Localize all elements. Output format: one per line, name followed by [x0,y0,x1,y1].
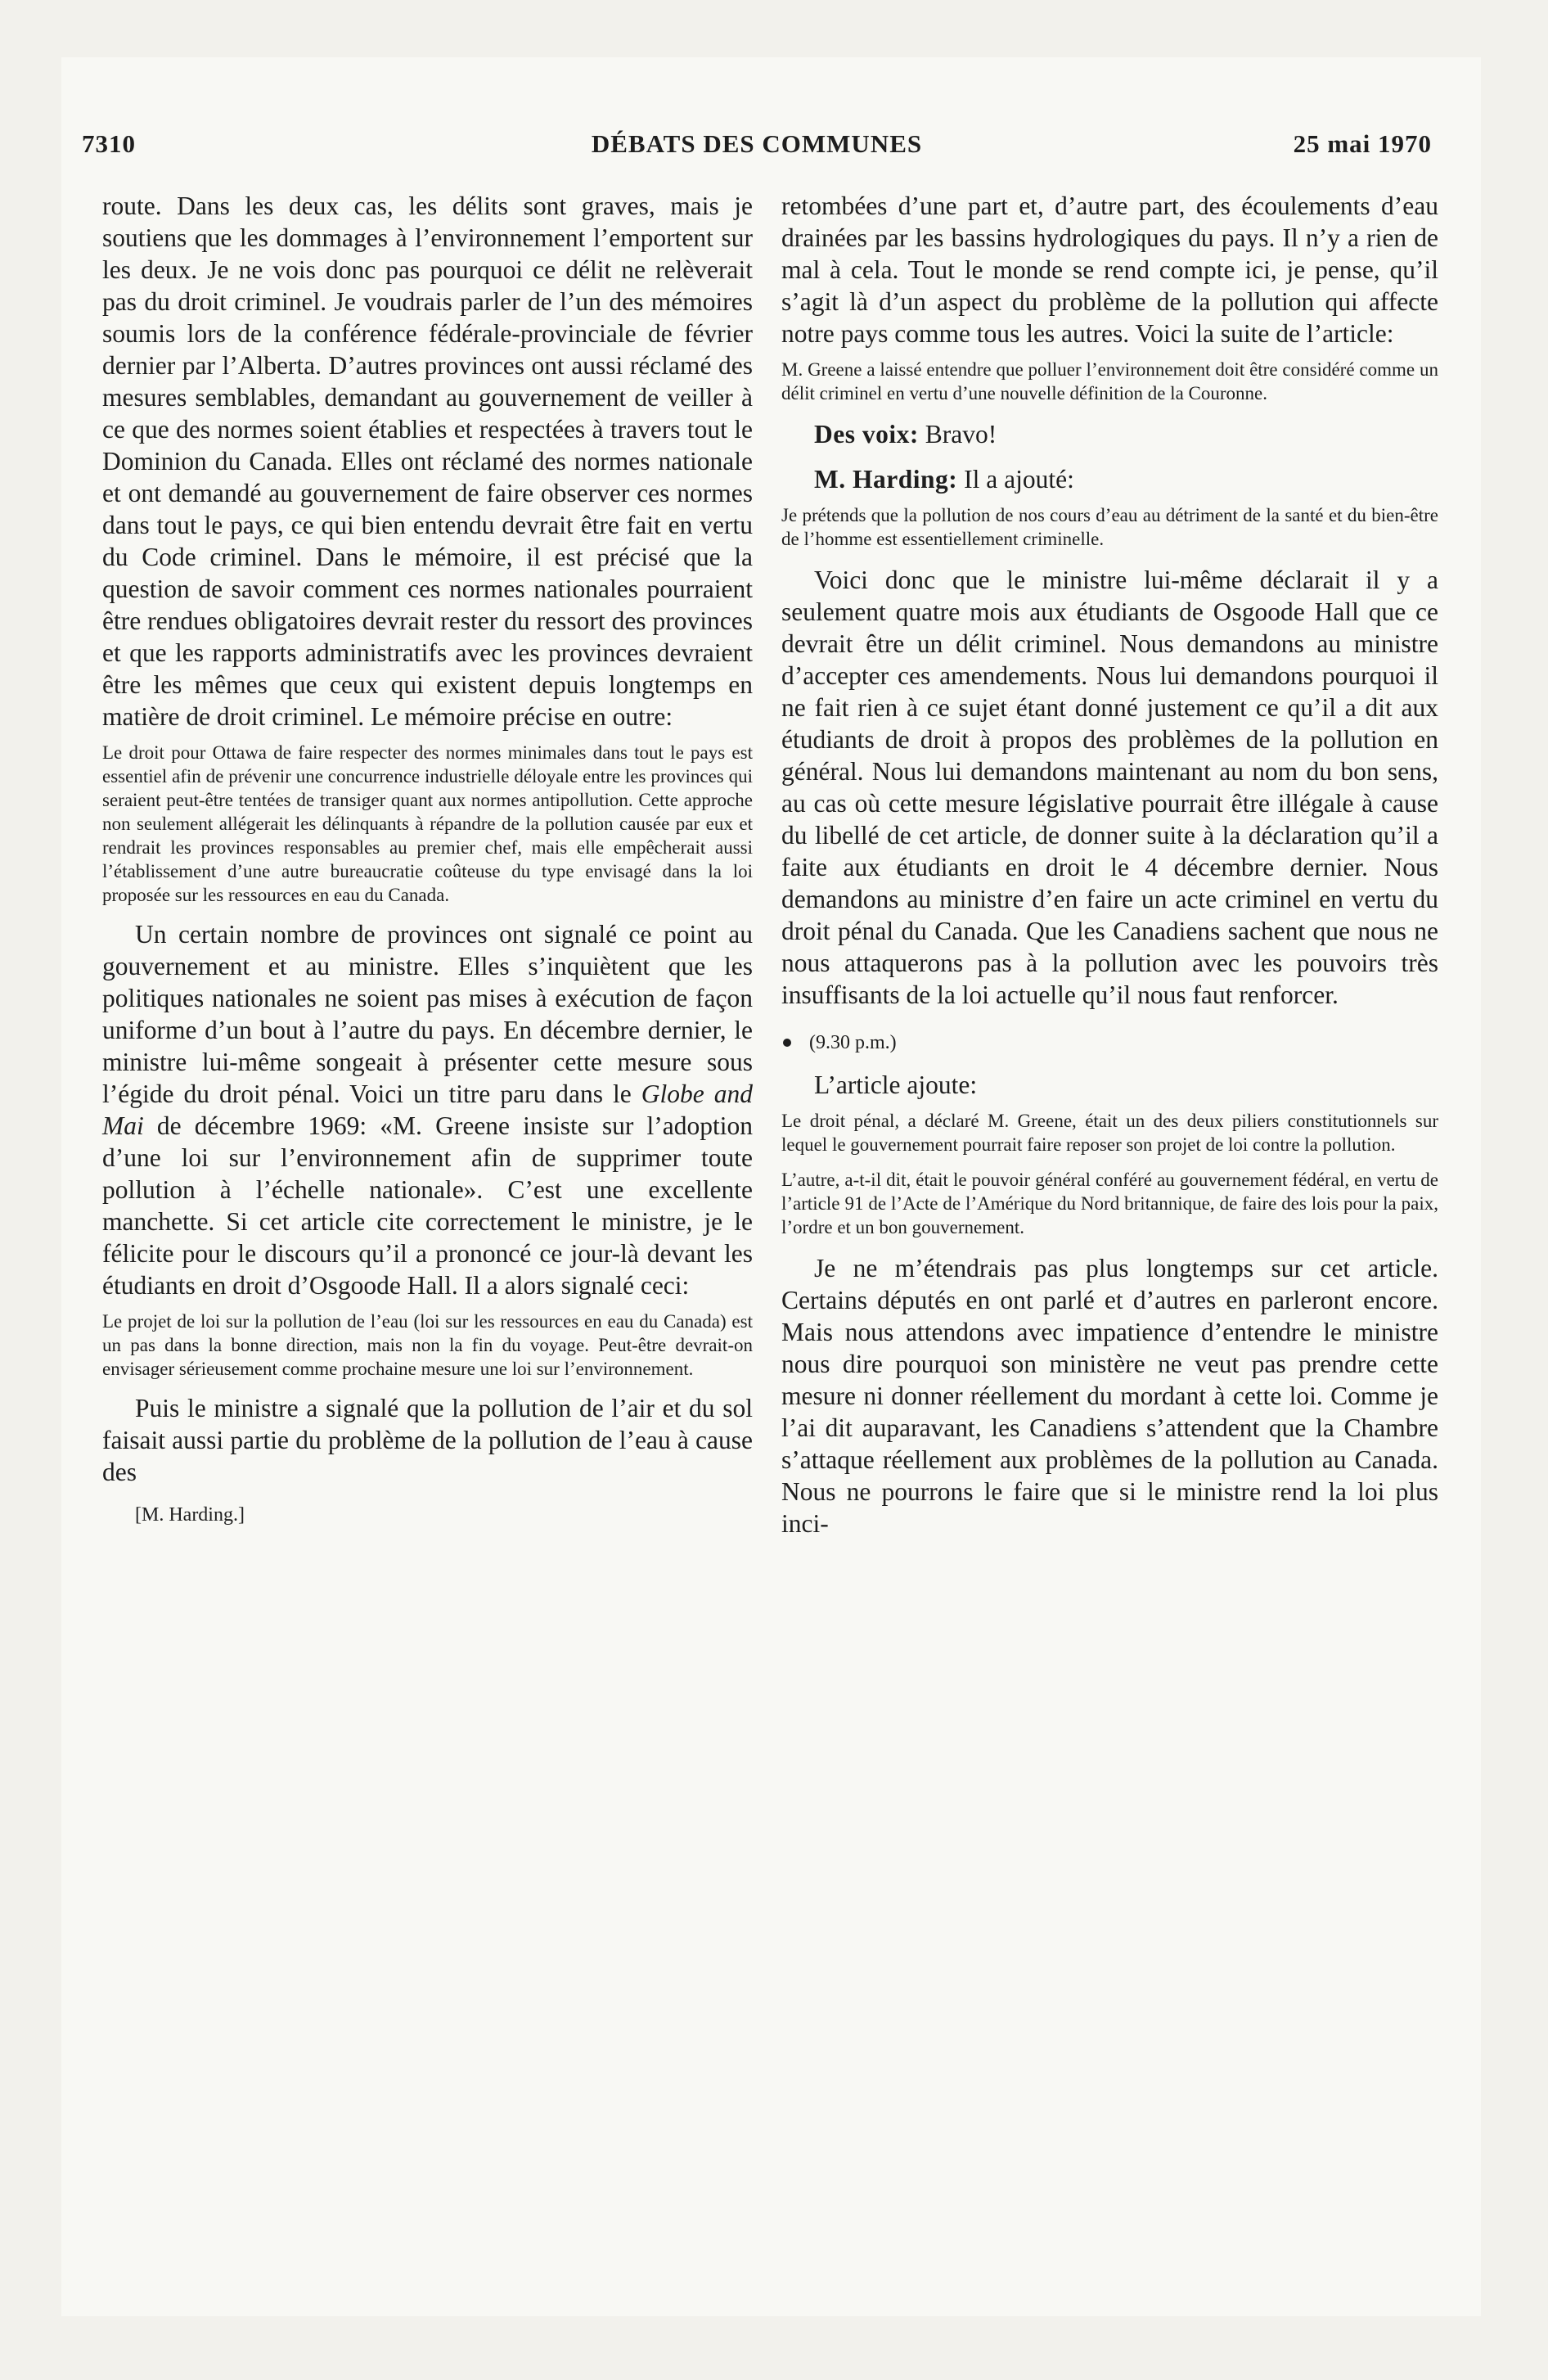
quotation: M. Greene a laissé entendre que polluer l’environnement doit être considéré comme un délit criminel en vertu d’une nouvelle définition de la Couronne. [781,359,1438,403]
paragraph: route. Dans les deux cas, les délits sont graves, mais je soutiens que les dommages à l’environnement l’emportent sur les deux. Je ne vois donc pas pourquoi ce délit ne relèverait pas du droit criminel. Je voudrais parler de l’un des mémoires soumis lors de la conférence fédérale-provinciale de février dernier par l’Alberta. D’autres provinces ont aussi réclamé des mesures semblables, demandant au gouvernement de veiller à ce que des normes soient établies et respectées à travers tout le Dominion du Canada. Elles ont réclamé des normes nationale et ont demandé au gouvernement de faire observer ces normes dans tout le pays, ce qui bien entendu devrait être fait en vertu du Code criminel. Dans le mémoire, il est précisé que la question de savoir comment ces normes nationales pourraient être rendues obligatoires devrait rester du ressort des provinces et que les rapports administratifs avec les provinces devraient être les mêmes que ceux qui existent depuis longtemps en matière de droit criminel. Le mémoire précise en outre: [102,192,753,731]
paragraph: Voici donc que le ministre lui-même déclarait il y a seulement quatre mois aux étudiants de Osgoode Hall que ce devrait être un délit criminel. Nous demandons au ministre d’accepter ces amendements. Nous lui demandons pourquoi il ne fait rien à ce sujet étant donné justement ce qu’il a dit aux étudiants de droit à propos des problèmes de la pollution en général. Nous lui demandons maintenant au nom du bon sens, au cas où cette mesure législative pourrait être illégale à cause du libellé de cet article, de donner suite à la déclaration qu’il a faite aux étudiants en droit le 4 décembre dernier. Nous demandons au ministre d’en faire un acte criminel en vertu du droit pénal du Canada. Que les Canadiens sachent que nous ne nous attaquerons pas à la pollution avec les pouvoirs très insuffisants de la loi actuelle qu’il nous faut renforcer. [781,566,1438,1009]
paragraph: Je ne m’étendrais pas plus longtemps sur cet article. Certains députés en ont parlé et d’autres en parleront encore. Mais nous attendons avec impatience d’entendre le ministre nous dire pourquoi son ministère ne veut pas prendre cette mesure ni donner réellement du mordant à cette loi. Comme je l’ai dit auparavant, les Canadiens s’attendent que la Chambre s’attaque réellement aux problèmes de la pollution au Canada. Nous ne pourrons le faire que si le ministre rend la loi plus inci- [781,1254,1438,1538]
time-text: (9.30 p.m.) [809,1032,897,1053]
paragraph: L’article ajoute: [814,1071,978,1099]
speaker-label: Des voix: [814,420,919,449]
speaker-line [781,463,1438,495]
paragraph: retombées d’une part et, d’autre part, des écoulements d’eau drainées par les bassins hydrologiques du pays. Il n’y a rien de mal à cela. Tout le monde se rend compte ici, je pense, qu’il s’agit là d’un aspect du problème de la pollution qui affecte notre pays comme tous les autres. Voici la suite de l’article: [781,192,1438,348]
paragraph [102,918,753,1301]
quotation: Le droit pénal, a déclaré M. Greene, était un des deux piliers constitutionnels sur lequel le gouvernement pourrait faire reposer son projet de loi contre la pollution. [781,1111,1438,1155]
page-number: 7310 [82,129,136,158]
quotation: L’autre, a-t-il dit, était le pouvoir général conféré au gouvernement fédéral, en vertu de l’article 91 de l’Acte de l’Amérique du Nord britannique, de faire des lois pour la paix, l’ordre et un bon gouvernement. [781,1170,1438,1237]
right-column [781,190,1438,1539]
left-column [102,190,753,1526]
bullet-icon [783,1039,791,1047]
interjection [781,418,1438,450]
page-date: 25 mai 1970 [1293,129,1432,158]
paragraph: Puis le ministre a signalé que la pollution de l’air et du sol faisait aussi partie du problème de la pollution de l’eau à cause des [102,1394,753,1486]
paragraph-text: Un certain nombre de provinces ont signalé ce point au gouvernement et au ministre. Elles s’inquiètent que les politiques nationales ne soient pas mises à exécution de façon uniforme d’un bout à l’autre du pays. En décembre dernier, le ministre lui-même songeait à présenter cette mesure sous l’égide du droit pénal. Voici un titre paru dans le [102,920,753,1108]
paragraph-text: de décembre 1969: «M. Greene insiste sur l’adoption d’une loi sur l’environnement afin de supprimer toute pollution à l’échelle nationale». C’est une excellente manchette. Si cet article cite correctement le ministre, je le félicite pour le discours qu’il a prononcé ce jour-là devant les étudiants en droit d’Osgoode Hall. Il a alors signalé ceci: [102,1111,753,1300]
time-marker [781,1032,1438,1054]
page-header [82,129,1432,162]
speaker-text: Il a ajouté: [957,465,1074,494]
running-title: DÉBATS DES COMMUNES [591,129,923,158]
interjection-text: Bravo! [918,420,997,449]
newspaper-title: Globe and Mai [102,1080,753,1140]
quotation: Le droit pour Ottawa de faire respecter des normes minimales dans tout le pays est essentiel afin de prévenir une concurrence industrielle déloyale entre les provinces qui seraient peut-être tentées de transiger quant aux normes antipollution. Cette approche non seulement allégerait les délinquants à répandre de la pollution causée par eux et rendrait les provinces responsables au premier chef, mais elle empêcherait aussi l’établissement d’une autre bureaucratie coûteuse du type envisagé dans la loi proposée sur les ressources en eau du Canada. [102,742,753,905]
speaker-reference: [M. Harding.] [135,1504,245,1526]
quotation: Je prétends que la pollution de nos cours d’eau au détriment de la santé et du bien-être de l’homme est essentiellement criminelle. [781,505,1438,549]
speaker-label: M. Harding: [814,465,958,494]
quotation: Le projet de loi sur la pollution de l’eau (loi sur les ressources en eau du Canada) est un pas dans la bonne direction, mais non la fin du voyage. Peut-être devrait-on envisager sérieusement comme prochaine mesure une loi sur l’environnement. [102,1311,753,1379]
